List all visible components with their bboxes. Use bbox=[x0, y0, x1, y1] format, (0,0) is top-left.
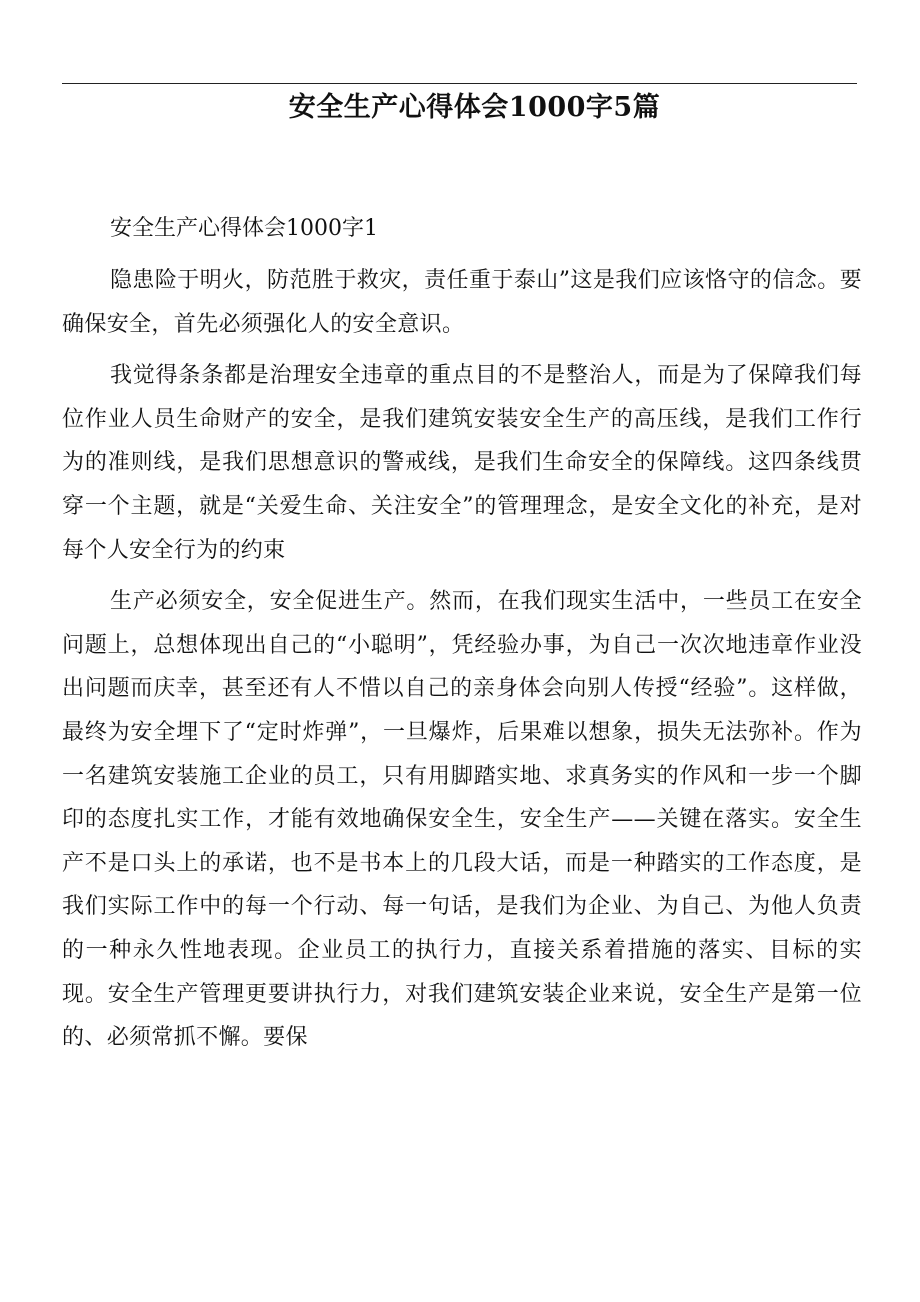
document-body bbox=[62, 207, 862, 1068]
section-heading: 安全生产心得体会1000字1 bbox=[110, 216, 378, 241]
paragraph: 生产必须安全，安全促进生产。然而，在我们现实生活中，一些员工在安全问题上，总想体现出自己的“小聪明”，凭经验办事，为自己一次次地违章作业没出问题而庆幸，甚至还有人不惜以自己的亲身体会向别人传授“经验”。这样做，最终为安全埋下了“定时炸弹”，一旦爆炸，后果难以想象，损失无法弥补。作为一名建筑安装施工企业的员工，只有用脚踏实地、求真务实的作风和一步一个脚印的态度扎实工作，才能有效地确保安全生，安全生产——关键在落实。安全生产不是口头上的承诺，也不是书本上的几段大话，而是一种踏实的工作态度，是我们实际工作中的每一个行动、每一句话，是我们为企业、为自己、为他人负责的一种永久性地表现。企业员工的执行力，直接关系着措施的落实、目标的实现。安全生产管理更要讲执行力，对我们建筑安装企业来说，安全生产是第一位的、必须常抓不懈。要保 bbox=[62, 589, 862, 1051]
header-rule bbox=[62, 83, 857, 84]
paragraph: 我觉得条条都是治理安全违章的重点目的不是整治人，而是为了保障我们每位作业人员生命财产的安全，是我们建筑安装安全生产的高压线，是我们工作行为的准则线，是我们思想意识的警戒线，是我们生命安全的保障线。这四条线贯穿一个主题，就是“关爱生命、关注安全”的管理理念，是安全文化的补充，是对每个人安全行为的约束 bbox=[62, 363, 862, 563]
paragraph: 隐患险于明火，防范胜于救灾，责任重于泰山”这是我们应该恪守的信念。要确保安全，首先必须强化人的安全意识。 bbox=[62, 268, 862, 337]
document-title: 安全生产心得体会1000字5篇 bbox=[288, 92, 661, 123]
